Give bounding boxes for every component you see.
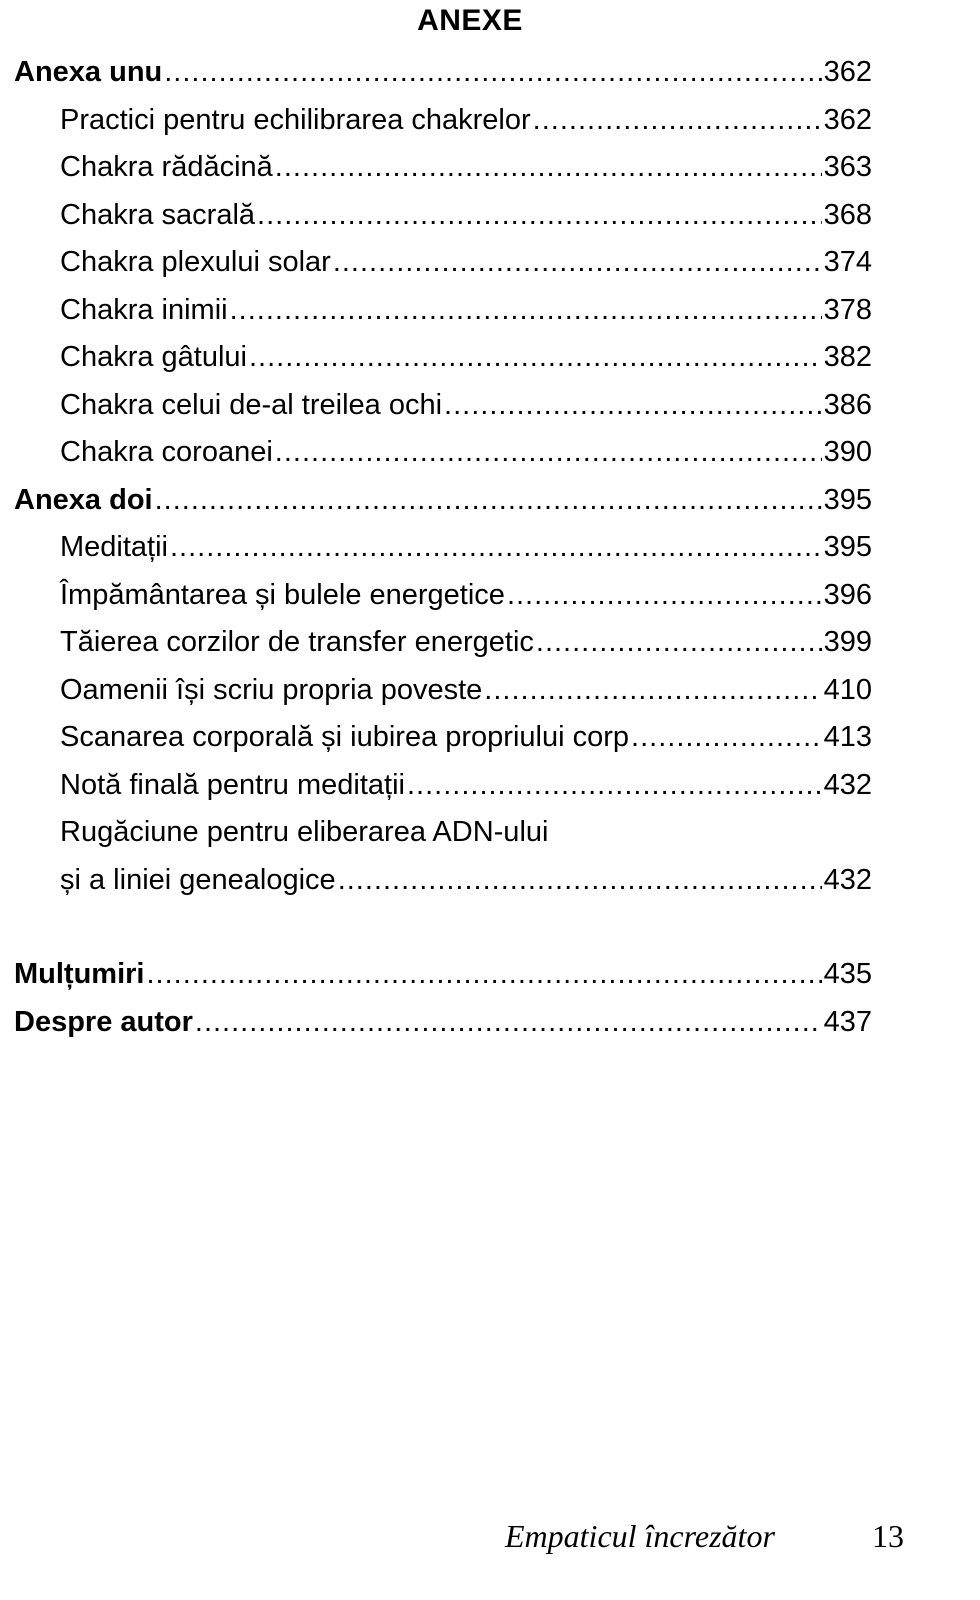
- toc-entry-rugaciune-line-2[interactable]: [60, 856, 872, 904]
- toc-entry-page: 368: [823, 199, 872, 231]
- toc-entry-label: Meditații: [60, 531, 168, 563]
- toc-entry-nota-finala[interactable]: [60, 761, 872, 809]
- toc-entry-label: Practici pentru echilibrarea chakrelor: [60, 104, 531, 136]
- toc-entry-page: 410: [823, 674, 872, 706]
- toc-entry-scanarea-corporala[interactable]: [60, 713, 872, 761]
- toc-entry-taierea-corzilor[interactable]: [60, 618, 872, 666]
- toc-entry-page: 378: [823, 294, 872, 326]
- toc-entry-page: 432: [823, 864, 872, 896]
- toc-entry-label: Chakra inimii: [60, 294, 228, 326]
- toc-entry-page: 437: [823, 1006, 872, 1038]
- toc-entry-label: Despre autor: [14, 1006, 193, 1038]
- toc-entry-practici[interactable]: [60, 96, 872, 144]
- toc-entry-meditatii[interactable]: [60, 523, 872, 571]
- toc-entry-chakra-radacina[interactable]: [60, 143, 872, 191]
- toc-entry-oamenii[interactable]: [60, 666, 872, 714]
- toc-entry-page: 390: [823, 436, 872, 468]
- footer-book-title: Empaticul încrezător: [505, 1518, 775, 1554]
- toc-entry-label: Chakra sacrală: [60, 199, 256, 231]
- toc-entry-label: Tăierea corzilor de transfer energetic: [60, 626, 534, 658]
- toc-entry-label: Anexa unu: [14, 56, 163, 88]
- toc-entry-chakra-plexului-solar[interactable]: [60, 238, 872, 286]
- toc-entry-rugaciune-line-1[interactable]: [60, 808, 872, 856]
- toc-entry-page: 363: [823, 151, 872, 183]
- toc-entry-label: Anexa doi: [14, 484, 153, 516]
- toc-entry-label: Notă finală pentru meditații: [60, 769, 405, 801]
- toc-entry-page: 386: [823, 389, 872, 421]
- dot-leader: [230, 286, 822, 334]
- toc-entry-label: Chakra coroanei: [60, 436, 273, 468]
- toc-entry-chakra-coroanei[interactable]: [60, 428, 872, 476]
- toc-entry-page: 435: [823, 958, 872, 990]
- toc-entry-chakra-gatului[interactable]: [60, 333, 872, 381]
- dot-leader: [257, 191, 822, 239]
- toc-entry-page: 396: [823, 579, 872, 611]
- toc-entry-page: 395: [823, 484, 872, 516]
- toc-entry-page: 432: [823, 769, 872, 801]
- dot-leader: [333, 238, 822, 286]
- dot-leader: [338, 856, 822, 904]
- toc-entry-label: Chakra gâtului: [60, 341, 247, 373]
- toc-entry-page: 399: [823, 626, 872, 658]
- toc-entry-label: Mulțumiri: [14, 958, 145, 990]
- dot-leader: [484, 666, 821, 714]
- toc-entry-label: Scanarea corporală și iubirea propriului corp: [60, 721, 630, 753]
- dot-leader: [507, 571, 822, 619]
- toc-entry-label: Chakra rădăcină: [60, 151, 273, 183]
- dot-leader: [170, 523, 822, 571]
- toc-entry-impamantarea[interactable]: [60, 571, 872, 619]
- toc-entry-multumiri[interactable]: [14, 950, 872, 998]
- toc-entry-page: 362: [823, 56, 872, 88]
- toc-entry-page: 374: [823, 246, 872, 278]
- dot-leader: [155, 476, 822, 524]
- dot-leader: [444, 381, 822, 429]
- toc-entry-chakra-al-treilea-ochi[interactable]: [60, 381, 872, 429]
- dot-leader: [275, 428, 822, 476]
- toc-entry-anexa-doi[interactable]: [14, 476, 872, 524]
- footer-page-number: 13: [872, 1518, 904, 1554]
- toc-entry-label: Împământarea și bulele energetice: [60, 579, 505, 611]
- toc-entry-label: Chakra celui de-al treilea ochi: [60, 389, 443, 421]
- toc-entry-chakra-inimii[interactable]: [60, 286, 872, 334]
- toc-entry-label: Chakra plexului solar: [60, 246, 331, 278]
- dot-leader: [275, 143, 822, 191]
- toc-entry-chakra-sacrala[interactable]: [60, 191, 872, 239]
- toc-entry-label: Oamenii își scriu propria poveste: [60, 674, 483, 706]
- dot-leader: [631, 713, 822, 761]
- toc-entry-label: Rugăciune pentru eliberarea ADN-ului: [60, 816, 549, 848]
- dot-leader: [407, 761, 822, 809]
- dot-leader: [147, 950, 822, 998]
- toc-entry-page: 362: [823, 104, 872, 136]
- toc-entry-despre-autor[interactable]: [14, 998, 872, 1046]
- dot-leader: [195, 998, 822, 1046]
- dot-leader: [533, 96, 822, 144]
- toc-entry-page: 413: [823, 721, 872, 753]
- toc-entry-page: 382: [823, 341, 872, 373]
- dot-leader: [249, 333, 822, 381]
- toc-entry-label: și a liniei genealogice: [60, 864, 336, 896]
- toc-entry-page: 395: [823, 531, 872, 563]
- dot-leader: [536, 618, 822, 666]
- dot-leader: [164, 48, 821, 96]
- page-heading: ANEXE: [417, 4, 523, 37]
- toc-entry-anexa-unu[interactable]: [14, 48, 872, 96]
